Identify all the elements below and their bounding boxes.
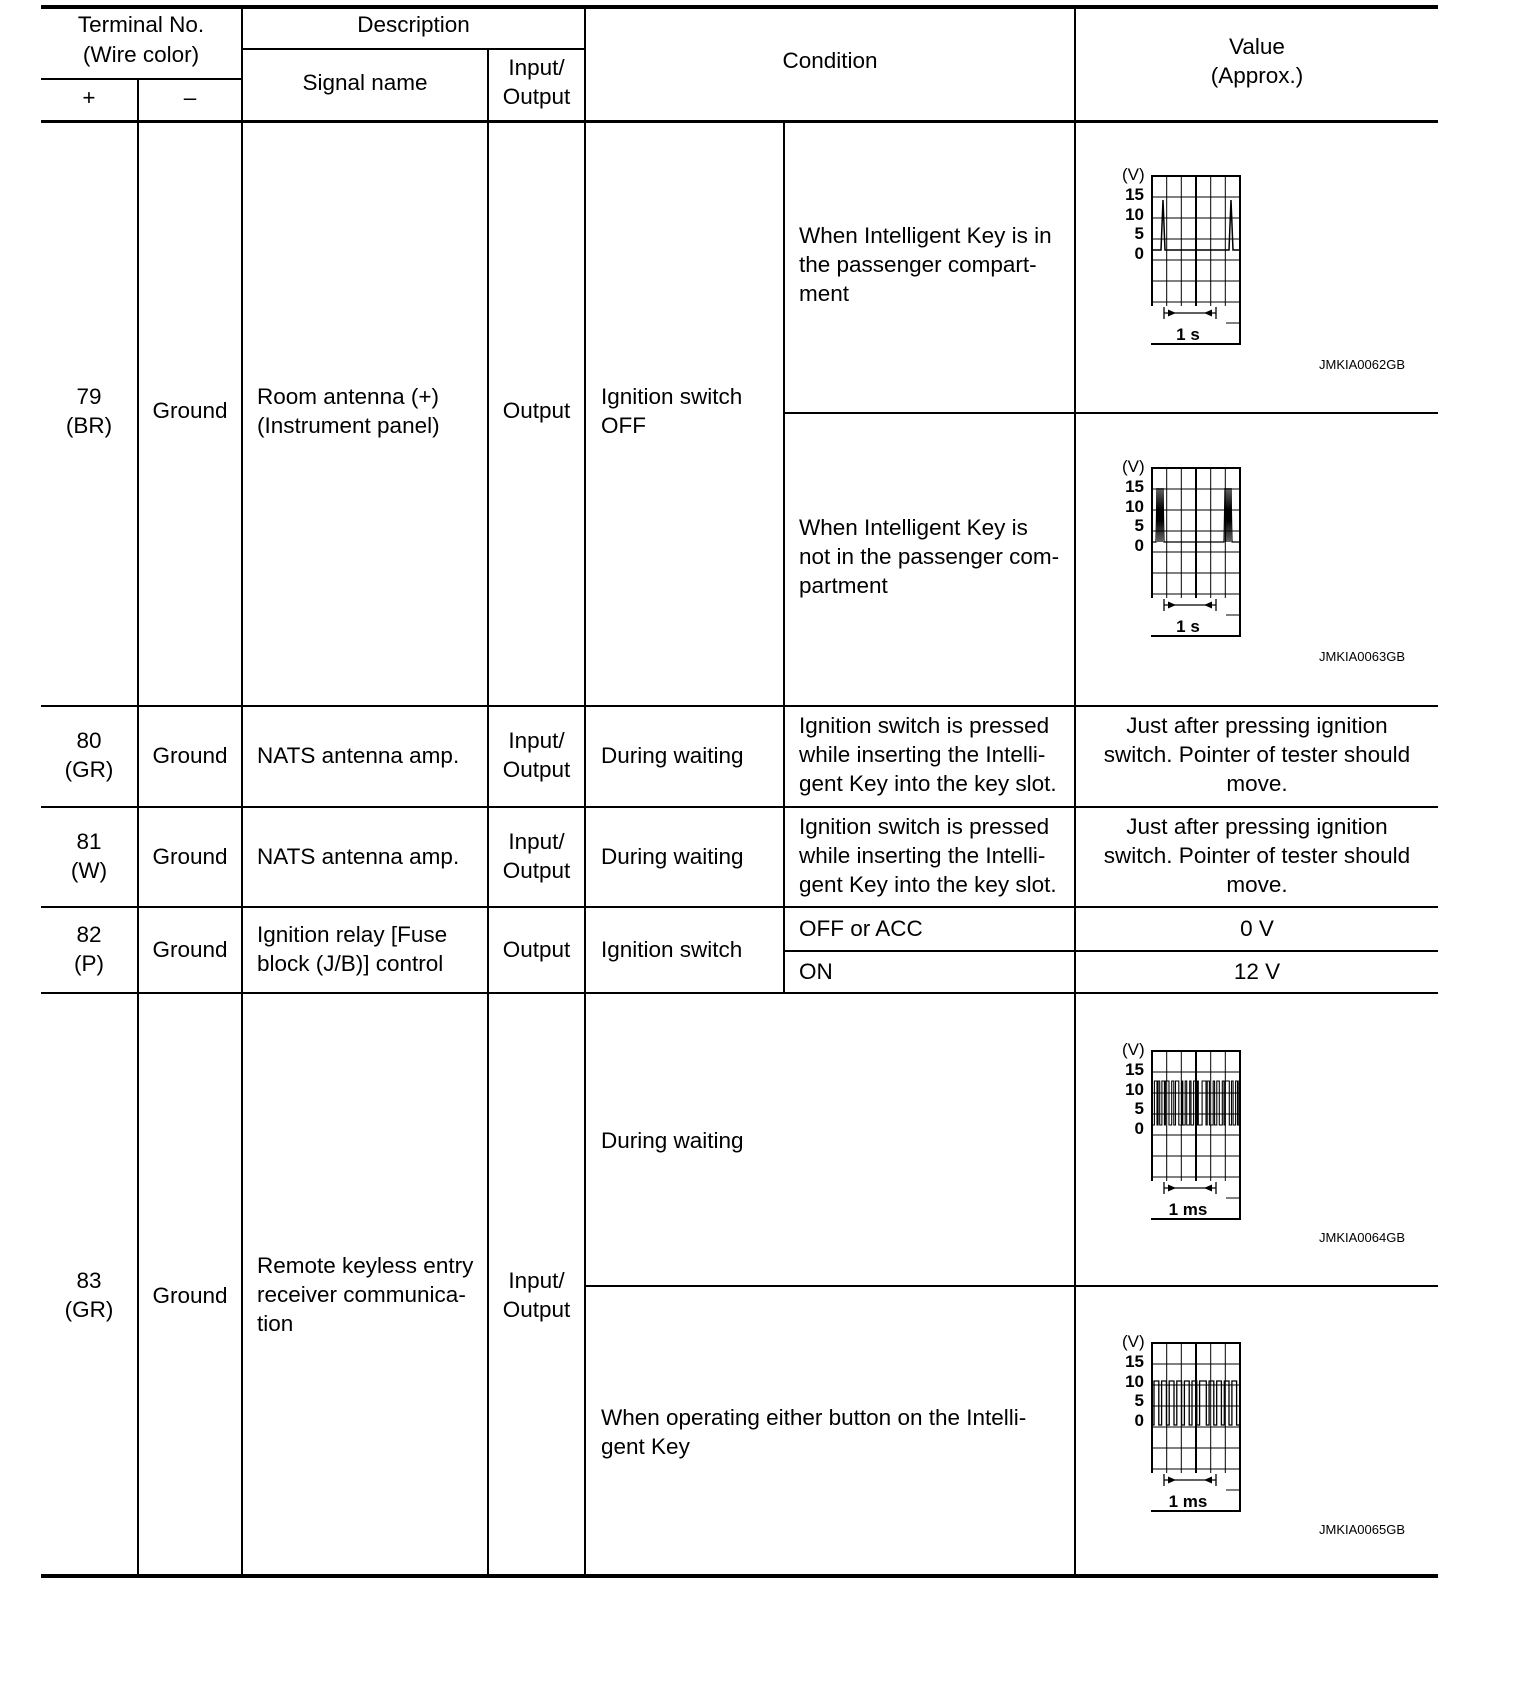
r83-cond-b-1: When operating either button on the Intelli- (601, 1405, 1027, 1430)
r83-minus: Ground (152, 1283, 228, 1308)
r82-minus: Ground (152, 937, 228, 962)
r83-cond-a: During waiting (601, 1128, 744, 1153)
rule-header-bottom (41, 120, 1438, 123)
r79-signal-1: Room antenna (+) (257, 384, 439, 409)
r79a-units: (V) (1122, 166, 1145, 184)
r82-condition: Ignition switch (601, 937, 743, 962)
r79b-code: JMKIA0063GB (1319, 649, 1405, 664)
r81-wire: (W) (70, 858, 108, 883)
r83b-tick-10: 10 (1125, 1372, 1144, 1391)
r83a-tick-5: 5 (1134, 1099, 1144, 1118)
r81-io-2: Output (502, 858, 571, 883)
header-value-2: (Approx.) (1210, 63, 1304, 88)
r79-minus: Ground (152, 398, 228, 423)
r80-minus: Ground (152, 743, 228, 768)
col-rule-5a (783, 121, 785, 706)
r83-terminal: 83 (76, 1268, 102, 1293)
r83a-units: (V) (1122, 1041, 1145, 1059)
col-rule-2 (241, 7, 243, 1576)
r79-sub-a-1: When Intelligent Key is in (799, 223, 1052, 248)
rule-r83-sub (586, 1285, 1438, 1287)
rule-r82-sub (784, 950, 1438, 952)
r81-terminal: 81 (76, 829, 102, 854)
r80-wire: (GR) (64, 757, 114, 782)
r83a-tick-0: 0 (1134, 1119, 1144, 1138)
col-rule-1 (137, 78, 139, 1576)
header-description: Description (357, 12, 470, 37)
r83a-time: 1 ms (1168, 1200, 1208, 1219)
header-wire-color: (Wire color) (82, 42, 200, 67)
r80-value-1: Just after pressing ignition (1126, 713, 1388, 738)
r79b-time: 1 s (1176, 617, 1200, 636)
r79-wire: (BR) (65, 413, 113, 438)
r80-sub-1: Ignition switch is pressed (799, 713, 1050, 738)
r81-sub-1: Ignition switch is pressed (799, 814, 1050, 839)
r79-waveform-b (1120, 458, 1250, 638)
rule-r80-bottom (41, 806, 1438, 808)
r80-io-1: Input/ (508, 728, 565, 753)
r79-sub-a-3: ment (799, 281, 850, 306)
r83b-code: JMKIA0065GB (1319, 1522, 1405, 1537)
r83b-tick-15: 15 (1125, 1352, 1144, 1371)
header-value-1: Value (1229, 34, 1285, 59)
r79-sub-b-3: partment (799, 573, 888, 598)
rule-r81-bottom (41, 906, 1438, 908)
header-io-1: Input/ (508, 55, 565, 80)
r79-signal-2: (Instrument panel) (257, 413, 440, 438)
r83b-units: (V) (1122, 1333, 1145, 1351)
r80-sub-3: gent Key into the key slot. (799, 771, 1057, 796)
r79b-tick-15: 15 (1125, 477, 1144, 496)
r80-sub-2: while inserting the Intelli- (799, 742, 1046, 767)
r82-sub-a: OFF or ACC (799, 916, 923, 941)
r80-value-3: move. (1226, 771, 1288, 796)
r82-value-a: 0 V (1240, 916, 1274, 941)
r79b-tick-0: 0 (1134, 536, 1144, 555)
r83-io-1: Input/ (508, 1268, 565, 1293)
r83b-time: 1 ms (1168, 1492, 1208, 1511)
r80-signal: NATS antenna amp. (257, 743, 460, 768)
r83a-code: JMKIA0064GB (1319, 1230, 1405, 1245)
r83b-tick-5: 5 (1134, 1391, 1144, 1410)
rule-bottom (41, 1574, 1438, 1578)
r81-value-1: Just after pressing ignition (1126, 814, 1388, 839)
r81-sub-2: while inserting the Intelli- (799, 843, 1046, 868)
r82-io: Output (502, 937, 571, 962)
r83-waveform-b (1120, 1333, 1250, 1513)
r83a-tick-10: 10 (1125, 1080, 1144, 1099)
rule-desc-split (243, 48, 586, 50)
r81-signal: NATS antenna amp. (257, 844, 460, 869)
r82-signal-1: Ignition relay [Fuse (257, 922, 448, 947)
r79-condition-1: Ignition switch (601, 384, 743, 409)
r81-minus: Ground (152, 844, 228, 869)
r79b-tick-5: 5 (1134, 516, 1144, 535)
col-rule-4 (584, 7, 586, 1576)
header-plus: + (82, 85, 96, 110)
rule-terminal-split (41, 78, 243, 80)
r83b-tick-0: 0 (1134, 1411, 1144, 1430)
r81-io-1: Input/ (508, 829, 565, 854)
r79-io: Output (502, 398, 571, 423)
r79-condition-2: OFF (601, 413, 646, 438)
r80-condition: During waiting (601, 743, 744, 768)
r79a-tick-5: 5 (1134, 224, 1144, 243)
r83-signal-2: receiver communica- (257, 1282, 466, 1307)
r80-value-2: switch. Pointer of tester should (1103, 742, 1411, 767)
r79a-code: JMKIA0062GB (1319, 357, 1405, 372)
r83-wire: (GR) (64, 1297, 114, 1322)
r80-io-2: Output (502, 757, 571, 782)
r79a-time: 1 s (1176, 325, 1200, 344)
r83-cond-b-2: gent Key (601, 1434, 690, 1459)
r79b-units: (V) (1122, 458, 1145, 476)
col-rule-3 (487, 48, 489, 1576)
r79-sub-b-2: not in the passenger com- (799, 544, 1060, 569)
r79b-tick-10: 10 (1125, 497, 1144, 516)
header-signal-name: Signal name (302, 70, 428, 95)
r83-signal-3: tion (257, 1311, 294, 1336)
r82-terminal: 82 (76, 922, 102, 947)
rule-r79-bottom (41, 705, 1438, 707)
r81-value-2: switch. Pointer of tester should (1103, 843, 1411, 868)
r79a-tick-0: 0 (1134, 244, 1144, 263)
rule-top (41, 5, 1438, 9)
r79-sub-b-1: When Intelligent Key is (799, 515, 1028, 540)
r83a-tick-15: 15 (1125, 1060, 1144, 1079)
r83-io-2: Output (502, 1297, 571, 1322)
r81-condition: During waiting (601, 844, 744, 869)
r81-sub-3: gent Key into the key slot. (799, 872, 1057, 897)
r79a-tick-15: 15 (1125, 185, 1144, 204)
r79a-tick-10: 10 (1125, 205, 1144, 224)
r83-waveform-a (1120, 1041, 1250, 1221)
r79-terminal: 79 (76, 384, 102, 409)
r79-waveform-a (1120, 166, 1250, 346)
r79-sub-a-2: the passenger compart- (799, 252, 1037, 277)
r83-signal-1: Remote keyless entry (257, 1253, 474, 1278)
r82-value-b: 12 V (1233, 959, 1281, 984)
rule-r82-bottom (41, 992, 1438, 994)
r81-value-3: move. (1226, 872, 1288, 897)
r82-sub-b: ON (799, 959, 833, 984)
rule-r79-sub (784, 412, 1438, 414)
col-rule-5b (783, 706, 785, 993)
header-io-2: Output (502, 84, 571, 109)
r82-wire: (P) (74, 951, 104, 976)
header-terminal-no: Terminal No. (77, 12, 205, 37)
r82-signal-2: block (J/B)] control (257, 951, 444, 976)
header-condition: Condition (782, 48, 878, 73)
header-minus: – (183, 85, 197, 110)
r80-terminal: 80 (76, 728, 102, 753)
